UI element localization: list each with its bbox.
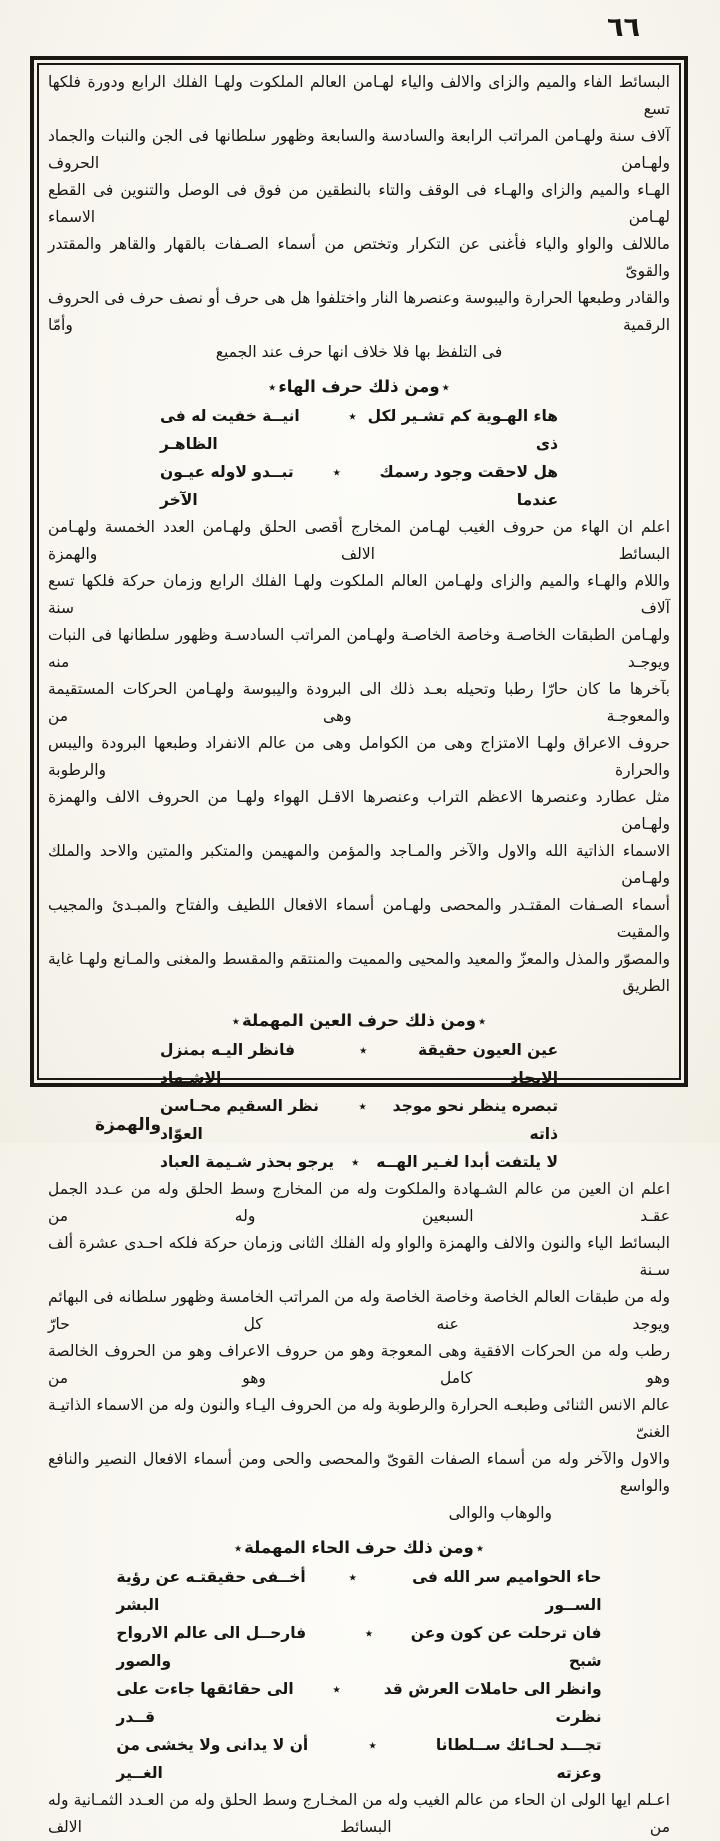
verse-hemistich-left: تبــدو لاوله عيـون الآخر bbox=[159, 463, 294, 509]
catchword: والهمزة bbox=[95, 1115, 162, 1135]
text-line: رطب وله من الحركات الافقية وهى المعوجة وهو من حروف الاعراف وهو من الحروف الخالصة وهو كامل وهو من bbox=[48, 1342, 670, 1387]
verse-line bbox=[116, 1619, 601, 1675]
verse-separator-icon: ٭ bbox=[332, 463, 341, 481]
verse-hemistich-left: أن لا يدانى ولا يخشى من الغــير bbox=[116, 1736, 309, 1782]
text-line: وله من طبقات العالم الخاصة وخاصة الخاصة وله من المراتب الخامسة وظهور سلطانه فى البهائم ويوجد عنه كل حارّ bbox=[48, 1288, 670, 1333]
text-line: البسائط الفاء والميم والزاى والالف والياء لهـامن العالم الملكوت ولهـا الفلك الرابع ودورة فلكها تسع bbox=[48, 73, 670, 118]
text-line: والقادر وطبعها الحرارة واليبوسة وعنصرها النار واختلفوا هل هى حرف أو نصف حرف فى الحروف الرقمية وأمّا bbox=[48, 289, 670, 334]
text-line: الهـاء والميم والزاى والهـاء فى الوقف والتاء بالنطقين من فوق فى الوصل والتنوين فى القطع لهـامن الاسماء bbox=[48, 181, 670, 226]
section-header-haa bbox=[48, 374, 670, 400]
verse-hemistich-right: تجـــد لحـائك ســلطانا وعزته bbox=[435, 1736, 602, 1782]
text-line: مثل عطارد وعنصرها الاعظم التراب وعنصرها الاقـل الهواء ولهـا من الحروف الالف والهمزة ولهـامن bbox=[48, 788, 670, 833]
text-line: اعـلم ايها الولى ان الحاء من عالم الغيب وله من المخـارج وسط الحلق وله من العـدد الثمـانية وله من البسائط الالف bbox=[48, 1791, 670, 1836]
text-line: والوهاب والوالى bbox=[448, 1504, 552, 1522]
verse-separator-icon: ٭ bbox=[348, 1568, 357, 1586]
verse-separator-icon: ٭ bbox=[350, 1153, 360, 1171]
verse-hemistich-left: نظر السقيم محـاسن العوّاد bbox=[159, 1097, 319, 1143]
text-line: والاول والآخر وله من أسماء الصفات القوىّ والمحصى والحى ومن أسماء الافعال النصير والنافع والواسع bbox=[48, 1450, 670, 1495]
verse-line bbox=[160, 402, 558, 458]
header-ornament-icon: ٭ bbox=[268, 378, 277, 396]
verse-line bbox=[160, 458, 558, 514]
verse-line bbox=[160, 1092, 558, 1148]
verse-separator-icon: ٭ bbox=[348, 407, 357, 425]
verse-hemistich-right: عين العيون حقيقة الايجاد bbox=[418, 1041, 559, 1087]
section-header-text: ومن ذلك حرف الهاء bbox=[278, 377, 440, 396]
text-line: اعلم ان العين من عالم الشـهادة والملكوت وله من المخارج وسط الحلق وله من عـدد الجمل عقـد السبعين وله من bbox=[48, 1180, 670, 1225]
header-ornament-icon: ٭ bbox=[233, 1539, 243, 1557]
text-line: والمصوّر والمذل والمعزّ والمعيد والمحيى والمميت والمنتقم والمقسط والمغنى والمـانع ولهـا غاية الطريق bbox=[48, 950, 670, 995]
section-header-ain bbox=[48, 1008, 670, 1034]
verse-separator-icon: ٭ bbox=[332, 1680, 341, 1698]
verse-separator-icon: ٭ bbox=[364, 1624, 374, 1642]
section-header-text: ومن ذلك حرف الحاء المهملة bbox=[244, 1538, 474, 1557]
text-line: آلاف سنة ولهـامن المراتب الرابعة والسادسة والسابعة وظهور سلطانها فى الجن والنبات والجماد ولهـامن الحروف bbox=[48, 127, 670, 172]
verse-line bbox=[116, 1731, 601, 1787]
section-header-hha bbox=[48, 1535, 670, 1561]
text-line: البسائط الياء والنون والالف والهمزة والواو وله الفلك الثانى وزمان حركة فلكه احـدى عشرة ألف سـنة bbox=[48, 1234, 670, 1279]
verse-hemistich-right: تبصره ينظر نحو موجد ذاته bbox=[392, 1097, 559, 1143]
verse-separator-icon: ٭ bbox=[368, 1736, 377, 1754]
verse-hemistich-right: فان ترحلت عن كون وعن شبح bbox=[410, 1624, 602, 1670]
section-header-text: ومن ذلك حرف العين المهملة bbox=[241, 1011, 476, 1030]
verse-line bbox=[116, 1563, 601, 1619]
text-line: اعلم ان الهاء من حروف الغيب لهـامن المخارج أقصى الحلق ولهـامن العدد الخمسة ولهـامن البسائط الالف والهمزة bbox=[48, 518, 670, 563]
verse-line bbox=[160, 1036, 558, 1092]
text-line: واللام والهـاء والميم والزاى ولهـامن العالم الملكوت ولهـا الفلك الرابع وزمان حركة فلكها تسع آلاف سنة bbox=[48, 572, 670, 617]
text-line: بآخرها ما كان حارّا رطبا وتحيله بعـد ذلك الى البرودة واليبوسة ولهـامن الحركات المستقيمة والمعوجـة وهى من bbox=[48, 680, 670, 725]
header-ornament-icon: ٭ bbox=[475, 1539, 484, 1557]
verse-hemistich-right: هل لاحقت وجود رسمك عندما bbox=[379, 463, 559, 509]
verse-hemistich-left: انيــة خفيت له فى الظاهـر bbox=[159, 407, 300, 453]
header-ornament-icon: ٭ bbox=[441, 378, 450, 396]
text-line: فى التلفظ بها فلا خلاف انها حرف عند الجميع bbox=[215, 343, 503, 361]
text-line: ولهـامن الطبقات الخاصـة وخاصة الخاصـة ولهـامن المراتب السادسـة وظهور سلطانها فى النبات ويوجـد منه bbox=[48, 626, 670, 671]
text-line: حروف الاعراق ولهـا الامتزاج وهى من الكوامل وهى من عالم الانفراد وطبعها البرودة واليبس والحرارة والرطوبة bbox=[48, 734, 670, 779]
verse-hemistich-left: أخــفى حقيقتـه عن رؤية البشر bbox=[116, 1568, 306, 1614]
verse-hemistich-right: هاء الهـوية كم تشـير لكل ذى bbox=[367, 407, 559, 453]
verse-hemistich-left: يرجو بحذر شـيمة العباد bbox=[159, 1153, 335, 1171]
text-frame-inner bbox=[37, 63, 681, 1836]
text-line: أسماء الصـفات المقتـدر والمحصى ولهـامن أسماء الافعال اللطيف والفتاح والمبـدئ والمجيب والمقيت bbox=[48, 896, 670, 941]
verse-separator-icon: ٭ bbox=[358, 1041, 368, 1059]
verse-separator-icon: ٭ bbox=[358, 1097, 367, 1115]
verse-line bbox=[116, 1675, 601, 1731]
page-number: ٦٦ bbox=[607, 12, 640, 43]
verse-hemistich-right: لا يلتفت أبدا لغـير الهــه bbox=[376, 1153, 559, 1171]
verse-line bbox=[160, 1148, 558, 1176]
verse-hemistich-right: وانظر الى حاملات العرش قد نظرت bbox=[383, 1680, 602, 1726]
verse-hemistich-right: حاء الحواميم سر الله فى الســور bbox=[412, 1568, 602, 1614]
text-line: عالم الانس الثنائى وطبعـه الحرارة والرطوبة وله من الحروف اليـاء والنون وله من الاسماء الذاتيـة الغنىّ bbox=[48, 1396, 670, 1441]
text-frame bbox=[30, 56, 688, 1836]
verse-hemistich-left: فانظر اليـه بمنزل الاشـهاد bbox=[159, 1041, 296, 1087]
header-ornament-icon: ٭ bbox=[478, 1012, 487, 1030]
text-line: الاسماء الذاتية الله والاول والآخر والمـاجد والمؤمن والمهيمن والمتكبر والمتين والاحد والملك ولهـامن bbox=[48, 842, 670, 887]
text-line: ماللالف والواو والياء فأغنى عن التكرار وتختص من أسماء الصـفات بالقهار والقاهر والمقتدر والقوىّ bbox=[48, 235, 670, 280]
header-ornament-icon: ٭ bbox=[231, 1012, 240, 1030]
verse-hemistich-left: فارحــل الى عالم الارواح والصور bbox=[116, 1624, 307, 1670]
verse-hemistich-left: الى حقائقها جاءت على قــدر bbox=[116, 1680, 294, 1726]
